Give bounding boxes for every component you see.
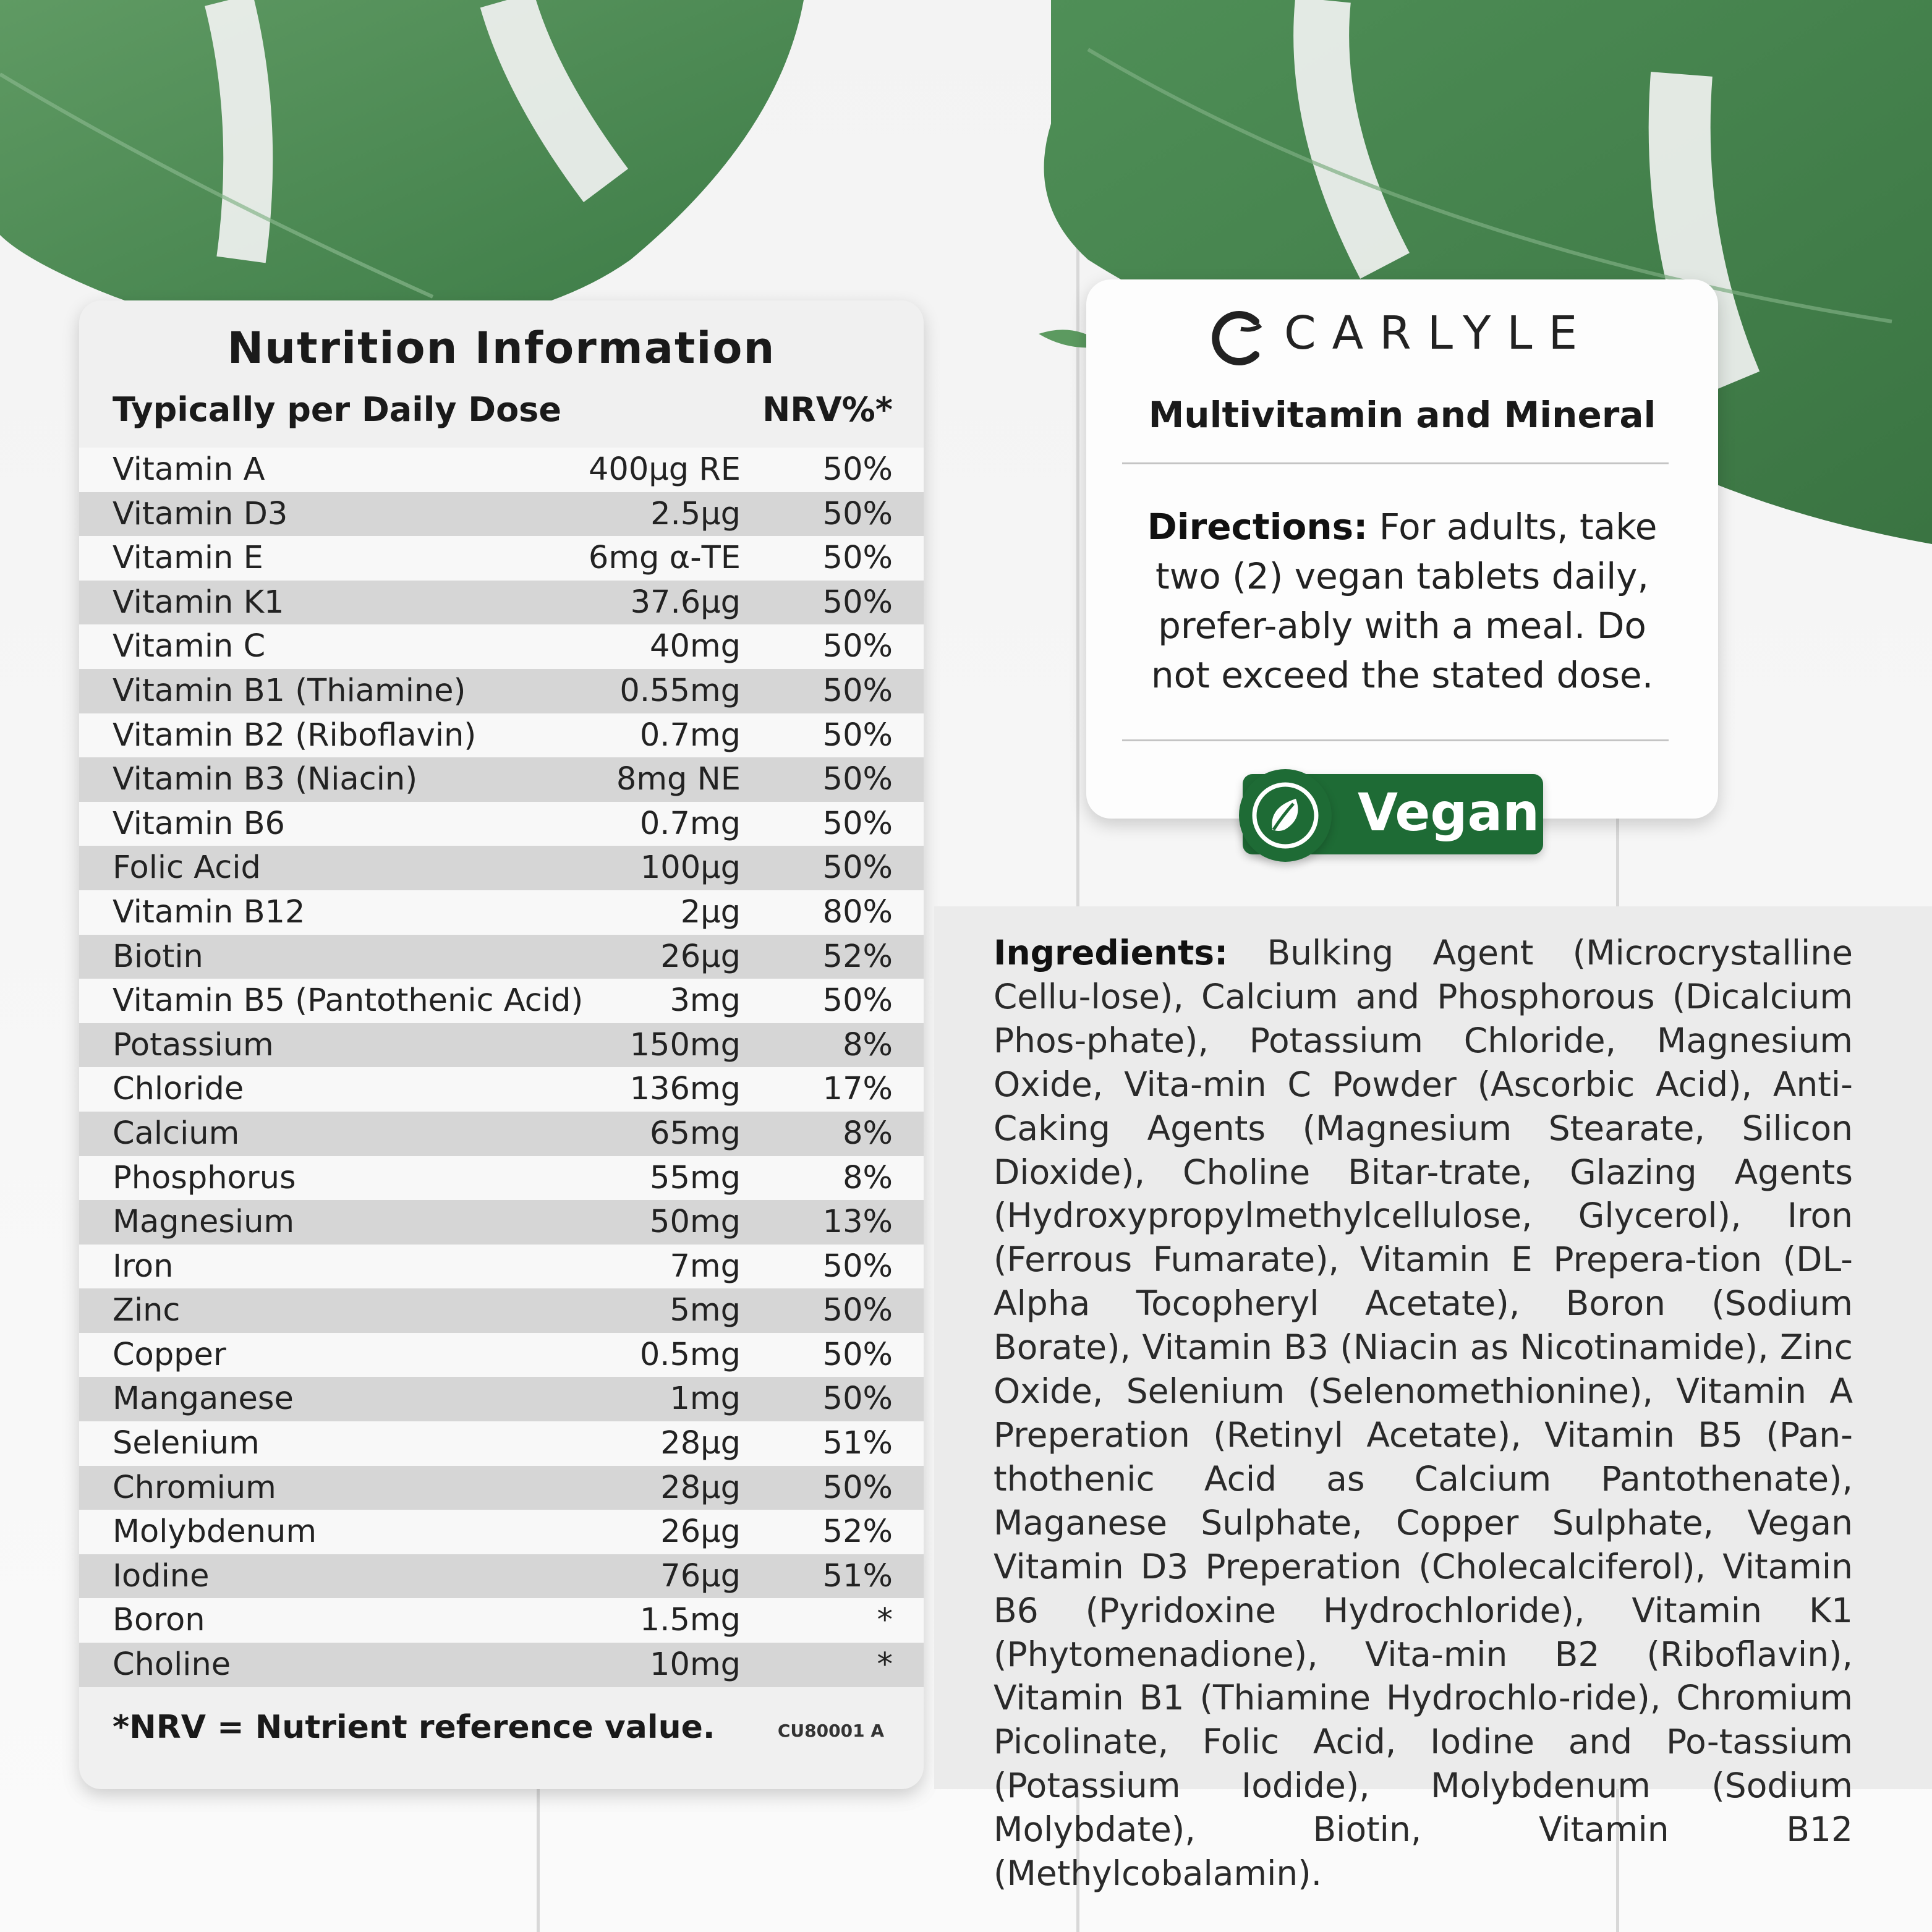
nutrient-name: Phosphorus	[113, 1159, 296, 1196]
nutrient-name: Calcium	[113, 1115, 240, 1152]
table-row	[79, 492, 924, 537]
nutrient-name: Vitamin D3	[113, 495, 288, 532]
brand-card	[1086, 279, 1718, 819]
ingredients-text	[994, 931, 1853, 1896]
nutrition-subtitle: Typically per Daily Dose	[113, 390, 561, 429]
table-row	[79, 581, 924, 625]
ingredients-panel	[934, 906, 1932, 1894]
nutrient-amount: 10mg	[650, 1646, 741, 1683]
table-row	[79, 1377, 924, 1421]
nutrient-amount: 150mg	[629, 1026, 741, 1063]
table-row	[79, 1643, 924, 1687]
table-row	[79, 846, 924, 890]
nutrient-nrv: 50%	[822, 1336, 893, 1373]
nutrient-amount: 1mg	[670, 1381, 741, 1418]
table-row	[79, 1288, 924, 1333]
nutrient-amount: 0.7mg	[639, 717, 741, 754]
nutrient-name: Iodine	[113, 1557, 210, 1594]
nutrient-nrv: 17%	[822, 1071, 893, 1108]
nutrient-name: Vitamin B5 (Pantothenic Acid)	[113, 982, 584, 1019]
table-row	[79, 1421, 924, 1466]
product-code: CU80001 A	[777, 1721, 884, 1741]
divider	[1122, 462, 1669, 464]
nutrient-amount: 50mg	[650, 1204, 741, 1241]
table-row	[79, 448, 924, 492]
product-name: Multivitamin and Mineral	[1148, 394, 1656, 436]
table-row	[79, 1333, 924, 1377]
nutrient-amount: 37.6µg	[630, 584, 741, 621]
brand-logo-text: CARLYLE	[1284, 307, 1594, 360]
ingredients-body: Bulking Agent (Microcrystalline Cellu-lose), Calcium and Phosphorous (Dicalcium Phos-phate), Potassium Chloride, Magnesium Oxide, Vita-min C Powder (Ascorbic Acid), Anti-Caking Agents (Magnesium Stearate, Silicon Dioxide), Choline Bitar-trate, Glazing Agents (Hydroxypropylmethylcellulose, Glycerol), Iron (Ferrous Fumarate), Vitamin E Prepera-tion (DL-Alpha Tocopheryl Acetate), Boron (Sodium Borate), Vitamin B3 (Niacin as Nicotinamide), Zinc Oxide, Selenium (Selenomethionine), Vitamin A Preperation (Retinyl Acetate), Vitamin B5 (Pan-thothenic Acid as Calcium Pantothenate), Maganese Sulphate, Copper Sulphate, Vegan Vitamin D3 Preperation (Cholecalciferol), Vitamin B6 (Pyridoxine Hydrochloride), Vitamin K1 (Phytomenadione), Vita-min B2 (Riboflavin), Vitamin B1 (Thiamine Hydrochlo-ride), Chromium Picolinate, Folic Acid, Iodine and Po-tassium (Potassium Iodide), Molybdenum (Sodium Molybdate), Biotin, Vitamin B12 (Methylcobalamin).	[994, 933, 1853, 1894]
table-row	[79, 1112, 924, 1156]
nutrient-amount: 3mg	[670, 982, 741, 1019]
nutrient-name: Vitamin B6	[113, 805, 286, 842]
nutrient-nrv: 50%	[822, 672, 893, 709]
table-row	[79, 1200, 924, 1245]
nutrient-name: Potassium	[113, 1026, 274, 1063]
nutrient-nrv: 51%	[822, 1557, 893, 1594]
vegan-label: Vegan	[1358, 782, 1539, 843]
nutrient-nrv: 50%	[822, 1469, 893, 1506]
nutrient-amount: 26µg	[660, 1513, 741, 1551]
nutrient-name: Choline	[113, 1646, 231, 1683]
table-row	[79, 713, 924, 758]
nutrient-amount: 0.7mg	[639, 805, 741, 842]
nrv-column-header: NRV%*	[762, 390, 893, 429]
table-row	[79, 669, 924, 713]
leaf-icon	[1250, 780, 1321, 851]
nutrient-name: Vitamin A	[113, 451, 265, 488]
nutrient-amount: 400µg RE	[588, 451, 741, 488]
nutrient-nrv: 52%	[822, 938, 893, 975]
nutrient-nrv: 50%	[822, 540, 893, 577]
nutrient-amount: 1.5mg	[639, 1602, 741, 1639]
nutrient-amount: 55mg	[650, 1159, 741, 1196]
nutrient-name: Vitamin B3 (Niacin)	[113, 761, 418, 798]
nutrient-amount: 0.5mg	[639, 1336, 741, 1373]
nutrient-nrv: 50%	[822, 805, 893, 842]
nutrient-name: Folic Acid	[113, 849, 261, 887]
nutrient-amount: 2µg	[680, 893, 741, 930]
nutrient-nrv: 50%	[822, 1292, 893, 1329]
nutrient-nrv: *	[877, 1646, 893, 1683]
nutrient-nrv: 51%	[822, 1425, 893, 1462]
nutrient-amount: 28µg	[660, 1469, 741, 1506]
directions-text	[1123, 502, 1681, 700]
directions-label: Directions:	[1147, 506, 1368, 548]
nutrient-name: Vitamin K1	[113, 584, 284, 621]
nutrient-name: Chloride	[113, 1071, 244, 1108]
nutrient-name: Zinc	[113, 1292, 181, 1329]
nutrient-amount: 100µg	[640, 849, 741, 887]
nutrient-table	[79, 448, 924, 1687]
nutrient-nrv: 50%	[822, 1381, 893, 1418]
table-row	[79, 1023, 924, 1068]
nutrient-name: Biotin	[113, 938, 203, 975]
nutrient-name: Magnesium	[113, 1204, 295, 1241]
nutrient-nrv: 52%	[822, 1513, 893, 1551]
nutrient-nrv: 50%	[822, 451, 893, 488]
carlyle-logo-icon	[1204, 304, 1272, 372]
nutrient-amount: 0.55mg	[619, 672, 741, 709]
nutrient-nrv: *	[877, 1602, 893, 1639]
nutrient-name: Copper	[113, 1336, 226, 1373]
nutrient-amount: 40mg	[650, 628, 741, 665]
nutrient-name: Manganese	[113, 1381, 294, 1418]
nutrient-nrv: 13%	[822, 1204, 893, 1241]
nutrient-amount: 6mg α-TE	[588, 540, 741, 577]
nutrient-nrv: 8%	[843, 1159, 893, 1196]
nutrient-nrv: 8%	[843, 1115, 893, 1152]
table-row	[79, 802, 924, 846]
table-row	[79, 757, 924, 802]
nutrient-nrv: 50%	[822, 584, 893, 621]
nutrient-name: Vitamin E	[113, 540, 263, 577]
table-row	[79, 1245, 924, 1289]
table-row	[79, 624, 924, 669]
nutrition-title: Nutrition Information	[227, 323, 776, 373]
nutrient-amount: 5mg	[670, 1292, 741, 1329]
nutrient-nrv: 50%	[822, 495, 893, 532]
nutrient-nrv: 80%	[822, 893, 893, 930]
nutrient-amount: 7mg	[670, 1248, 741, 1285]
nutrient-name: Vitamin C	[113, 628, 266, 665]
nutrient-amount: 136mg	[629, 1071, 741, 1108]
table-row	[79, 536, 924, 581]
nutrient-name: Boron	[113, 1602, 205, 1639]
nutrient-amount: 26µg	[660, 938, 741, 975]
ingredients-label: Ingredients:	[994, 933, 1228, 972]
table-row	[79, 1156, 924, 1201]
nutrient-amount: 28µg	[660, 1425, 741, 1462]
nutrient-nrv: 50%	[822, 982, 893, 1019]
nutrient-name: Vitamin B2 (Riboflavin)	[113, 717, 477, 754]
nutrient-name: Selenium	[113, 1425, 260, 1462]
table-row	[79, 1466, 924, 1510]
directions-body: For adults, take two (2) vegan tablets daily, prefer-ably with a meal. Do not exceed the stated dose.	[1151, 506, 1658, 696]
nutrient-nrv: 8%	[843, 1026, 893, 1063]
nutrient-name: Chromium	[113, 1469, 276, 1506]
nutrient-amount: 65mg	[650, 1115, 741, 1152]
table-row	[79, 890, 924, 935]
left-leaf	[0, 0, 804, 336]
nutrient-amount: 2.5µg	[650, 495, 741, 532]
divider	[1122, 739, 1669, 741]
nutrient-name: Molybdenum	[113, 1513, 317, 1551]
table-row	[79, 1554, 924, 1599]
nutrient-nrv: 50%	[822, 849, 893, 887]
table-row	[79, 1598, 924, 1643]
nutrient-nrv: 50%	[822, 628, 893, 665]
table-row	[79, 1510, 924, 1554]
nutrient-amount: 76µg	[660, 1557, 741, 1594]
nutrient-amount: 8mg NE	[616, 761, 741, 798]
nutrient-nrv: 50%	[822, 1248, 893, 1285]
nutrition-info-card	[79, 300, 924, 1789]
nutrient-name: Vitamin B1 (Thiamine)	[113, 672, 466, 709]
nrv-footnote: *NRV = Nutrient reference value.	[113, 1709, 715, 1746]
nutrient-nrv: 50%	[822, 761, 893, 798]
nutrient-name: Iron	[113, 1248, 174, 1285]
table-row	[79, 1067, 924, 1112]
nutrient-name: Vitamin B12	[113, 893, 305, 930]
table-row	[79, 935, 924, 979]
nutrient-nrv: 50%	[822, 717, 893, 754]
table-row	[79, 979, 924, 1023]
